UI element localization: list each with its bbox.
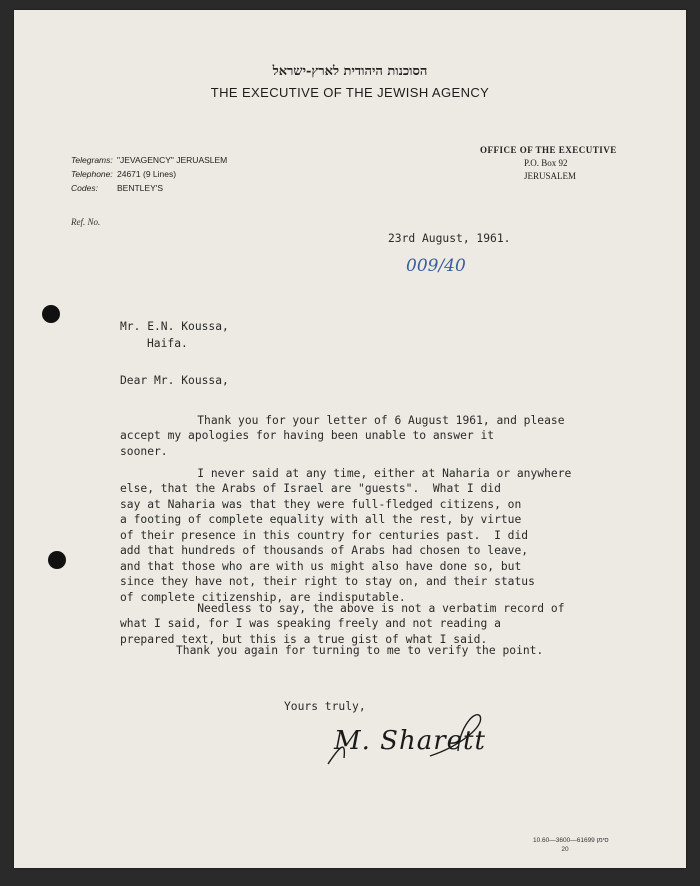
telephone-line	[71, 167, 227, 181]
telegrams-label: Telegrams:	[71, 155, 113, 165]
office-title: OFFICE OF THE EXECUTIVE	[480, 145, 617, 155]
letter-page	[14, 10, 686, 868]
handwritten-file-number: 009/40	[406, 256, 466, 276]
codes-label: Codes:	[71, 183, 98, 193]
signature-text: M. Sharett	[334, 726, 486, 756]
recipient-name: Mr. E.N. Koussa,	[120, 320, 229, 333]
print-code	[533, 836, 609, 854]
codes-value: BENTLEY'S	[117, 183, 164, 193]
ref-label: Ref. No.	[71, 217, 101, 227]
handwritten-signature	[320, 706, 500, 781]
office-city: JERUSALEM	[524, 171, 577, 181]
punch-hole-bottom	[48, 551, 66, 569]
paragraph-3-rest: what I said, for I was speaking freely and not reading a prepared text, but this is a true gist of what I said.	[120, 617, 501, 646]
print-code-line-1: 10.60—3600—61699 סימן	[533, 837, 609, 844]
paragraph-4: Thank you again for turning to me to verify the point.	[176, 644, 544, 657]
paragraph-3	[120, 585, 565, 678]
paragraph-2-first-line: I never said at any time, either at Naharia or anywhere	[197, 466, 572, 480]
telegrams-line	[71, 153, 227, 167]
letterhead-office	[480, 144, 617, 183]
office-box: P.O. Box 92	[524, 158, 568, 168]
telephone-value: 24671 (9 Lines)	[117, 169, 177, 179]
telegrams-value: "JEVAGENCY" JERUASLEM	[117, 155, 228, 165]
paragraph-1-rest: accept my apologies for having been unable to answer it sooner.	[120, 429, 495, 458]
recipient-address	[120, 318, 229, 352]
telephone-label: Telephone:	[71, 169, 113, 179]
print-code-line-2: 20	[561, 846, 569, 853]
codes-line	[71, 181, 227, 195]
letter-date: 23rd August, 1961.	[388, 232, 511, 245]
recipient-city: Haifa.	[147, 337, 188, 350]
paragraph-3-first-line: Needless to say, the above is not a verbatim record of	[197, 601, 565, 615]
closing: Yours truly,	[284, 700, 366, 713]
paragraph-2-rest: else, that the Arabs of Israel are "guests". What I did say at Naharia was that they were full-fledged citizens, on a footing of complete equality with all the rest, by virtue of their presence in this country for centuries past. I did add that hundreds of thousands of Arabs had chosen to leave, and that those who are with us might also have done so, but since they have not, their right to stay on, and their status of complete citizenship, are indisputable.	[120, 482, 535, 604]
paragraph-1-first-line: Thank you for your letter of 6 August 1961, and please	[197, 413, 565, 427]
punch-hole-top	[42, 305, 60, 323]
salutation: Dear Mr. Koussa,	[120, 374, 229, 387]
letterhead-org-name: THE EXECUTIVE OF THE JEWISH AGENCY	[210, 85, 490, 100]
letterhead-hebrew-name: הסוכנות היהודית לארץ-ישראל	[272, 64, 428, 79]
letterhead-contacts	[71, 153, 227, 195]
